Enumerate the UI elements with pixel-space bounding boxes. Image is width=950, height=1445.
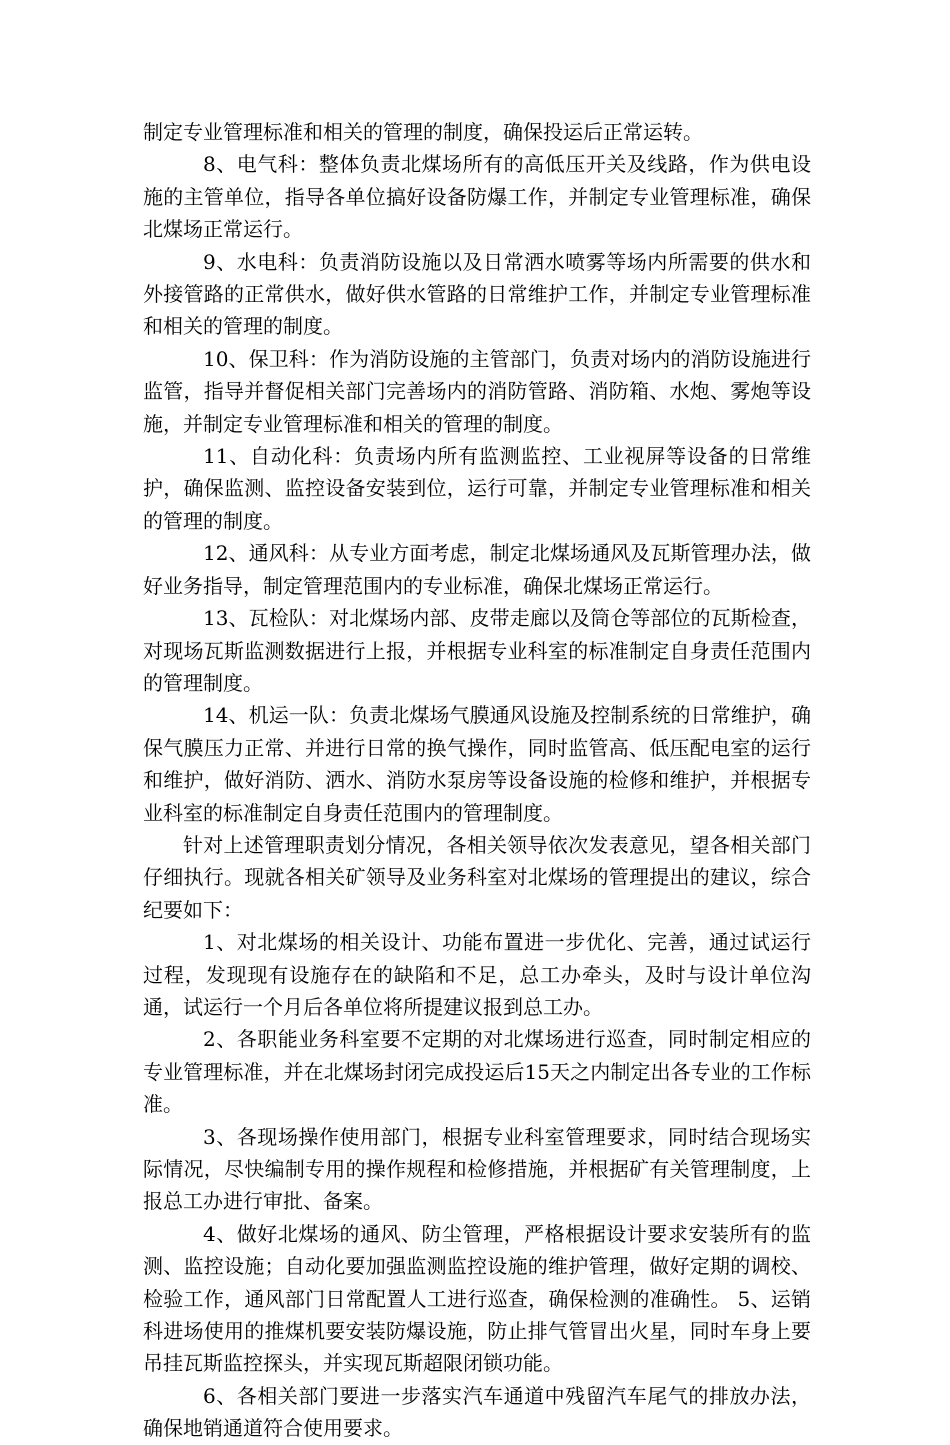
document-body [143,116,811,1445]
paragraph-item-9: 9、水电科：负责消防设施以及日常洒水喷雾等场内所需要的供水和外接管路的正常供水，做好供水管路的日常维护工作，并制定专业管理标准和相关的管理的制度。 [143,249,811,339]
paragraph-item-14: 14、机运一队：负责北煤场气膜通风设施及控制系统的日常维护，确保气膜压力正常、并进行日常的换气操作，同时监管高、低压配电室的运行和维护，做好消防、洒水、消防水泵房等设备设施的检修和维护，并根据专业科室的标准制定自身责任范围内的管理制度。 [143,703,811,825]
paragraph-item-11: 11、自动化科：负责场内所有监测监控、工业视屏等设备的日常维护，确保监测、监控设备安装到位，运行可靠，并制定专业管理标准和相关的管理的制度。 [143,444,811,533]
paragraph-suggestion-3: 3、各现场操作使用部门，根据专业科室管理要求，同时结合现场实际情况，尽快编制专用的操作规程和检修措施，并根据矿有关管理制度，上报总工办进行审批、备案。 [143,1124,811,1214]
paragraph-summary-intro: 针对上述管理职责划分情况，各相关领导依次发表意见，望各相关部门仔细执行。现就各相关矿领导及业务科室对北煤场的管理提出的建议，综合纪要如下： [143,832,811,922]
paragraph-suggestion-6: 6、各相关部门要进一步落实汽车通道中残留汽车尾气的排放办法，确保地销通道符合使用要求。 [143,1383,811,1441]
paragraph-suggestion-4-5: 4、做好北煤场的通风、防尘管理，严格根据设计要求安装所有的监测、监控设施；自动化要加强监测监控设施的维护管理，做好定期的调校、检验工作，通风部门日常配置人工进行巡查，确保检测的准确性。 5、运销科进场使用的推煤机要安装防爆设施，防止排气管冒出火星，同时车身上要吊挂瓦斯监控探头，并实现瓦斯超限闭锁功能。 [143,1221,811,1376]
paragraph-item-8: 8、电气科：整体负责北煤场所有的高低压开关及线路，作为供电设施的主管单位，指导各单位搞好设备防爆工作，并制定专业管理标准，确保北煤场正常运行。 [143,152,811,242]
paragraph-item-13: 13、瓦检队：对北煤场内部、皮带走廊以及筒仓等部位的瓦斯检查，对现场瓦斯监测数据进行上报，并根据专业科室的标准制定自身责任范围内的管理制度。 [143,606,811,695]
paragraph-item-10: 10、保卫科：作为消防设施的主管部门，负责对场内的消防设施进行监管，指导并督促相关部门完善场内的消防管路、消防箱、水炮、雾炮等设施，并制定专业管理标准和相关的管理的制度。 [143,346,811,436]
paragraph-suggestion-2: 2、各职能业务科室要不定期的对北煤场进行巡查，同时制定相应的专业管理标准，并在北煤场封闭完成投运后15天之内制定出各专业的工作标准。 [143,1027,811,1117]
paragraph-item-12: 12、通风科：从专业方面考虑，制定北煤场通风及瓦斯管理办法，做好业务指导，制定管理范围内的专业标准，确保北煤场正常运行。 [143,541,811,598]
paragraph-continuation: 制定专业管理标准和相关的管理的制度，确保投运后正常运转。 [143,120,703,144]
paragraph-suggestion-1: 1、对北煤场的相关设计、功能布置进一步优化、完善，通过试运行过程，发现现有设施存在的缺陷和不足，总工办牵头，及时与设计单位沟通，试运行一个月后各单位将所提建议报到总工办。 [143,930,811,1019]
